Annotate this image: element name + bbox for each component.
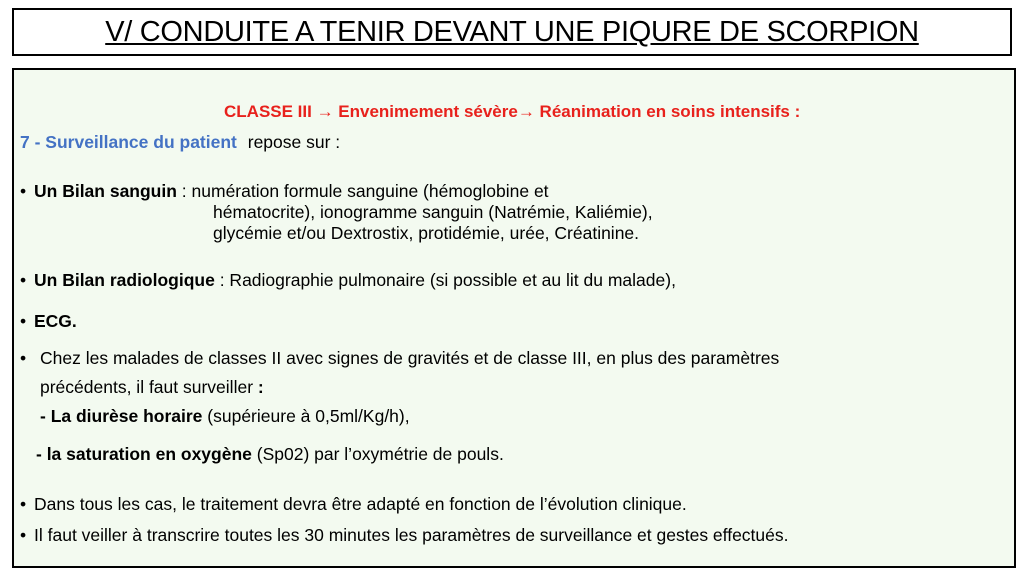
veiller-text: Il faut veiller à transcrire toutes les 30 minutes les paramètres de surveillance et gestes effectués.: [34, 525, 789, 545]
tous-cas-line: [20, 494, 687, 515]
malades-line1: [20, 348, 779, 369]
bullet-icon: •: [20, 311, 27, 331]
bullet-icon: •: [20, 494, 27, 514]
tous-cas-text: Dans tous les cas, le traitement devra être adapté en fonction de l’évolution clinique.: [34, 494, 687, 514]
bullet-icon: •: [20, 525, 27, 545]
malades-text1: Chez les malades de classes II avec signes de gravités et de classe III, en plus des paramètres: [40, 348, 780, 368]
bilan-sanguin-label: Un Bilan sanguin: [34, 181, 177, 201]
bilan-sanguin-line2: hématocrite), ionogramme sanguin (Natrémie, Kaliémie),: [213, 202, 653, 222]
saturation-line: [36, 444, 504, 465]
bullet-icon: •: [20, 348, 27, 368]
title-box: [12, 8, 1012, 56]
saturation-text: (Sp02) par l’oxymétrie de pouls.: [251, 444, 504, 464]
ecg-label: ECG.: [34, 311, 77, 331]
malades-text2: précédents, il faut surveiller: [40, 377, 258, 397]
ecg-line: [20, 311, 77, 332]
malades-line2: [40, 377, 264, 398]
bilan-radio-label: Un Bilan radiologique: [34, 270, 215, 290]
diurese-text: (supérieure à 0,5ml/Kg/h),: [202, 406, 410, 426]
content-box: [12, 68, 1016, 568]
surveillance-text: repose sur :: [247, 132, 341, 152]
surveillance-line: [20, 132, 340, 153]
malades-colon: :: [257, 377, 264, 397]
bilan-radio-text: : Radiographie pulmonaire (si possible et au lit du malade),: [214, 270, 676, 290]
bilan-sanguin-line1: [20, 181, 549, 202]
classe-heading: CLASSE III → Envenimement sévère→ Réanimation en soins intensifs :: [224, 102, 801, 121]
saturation-label: - la saturation en oxygène: [36, 444, 252, 464]
bullet-icon: •: [20, 270, 27, 290]
bullet-icon: •: [20, 181, 27, 201]
bilan-sanguin-text1: : numération formule sanguine (hémoglobine et: [176, 181, 549, 201]
bilan-radio-line: [20, 270, 676, 291]
veiller-line: [20, 525, 789, 546]
diurese-line: [40, 406, 410, 427]
bilan-sanguin-line3: glycémie et/ou Dextrostix, protidémie, urée, Créatinine.: [213, 223, 640, 243]
surveillance-label: 7 - Surveillance du patient: [20, 132, 237, 152]
diurese-label: - La diurèse horaire: [40, 406, 203, 426]
page-title: V/ CONDUITE A TENIR DEVANT UNE PIQURE DE SCORPION: [105, 15, 919, 48]
